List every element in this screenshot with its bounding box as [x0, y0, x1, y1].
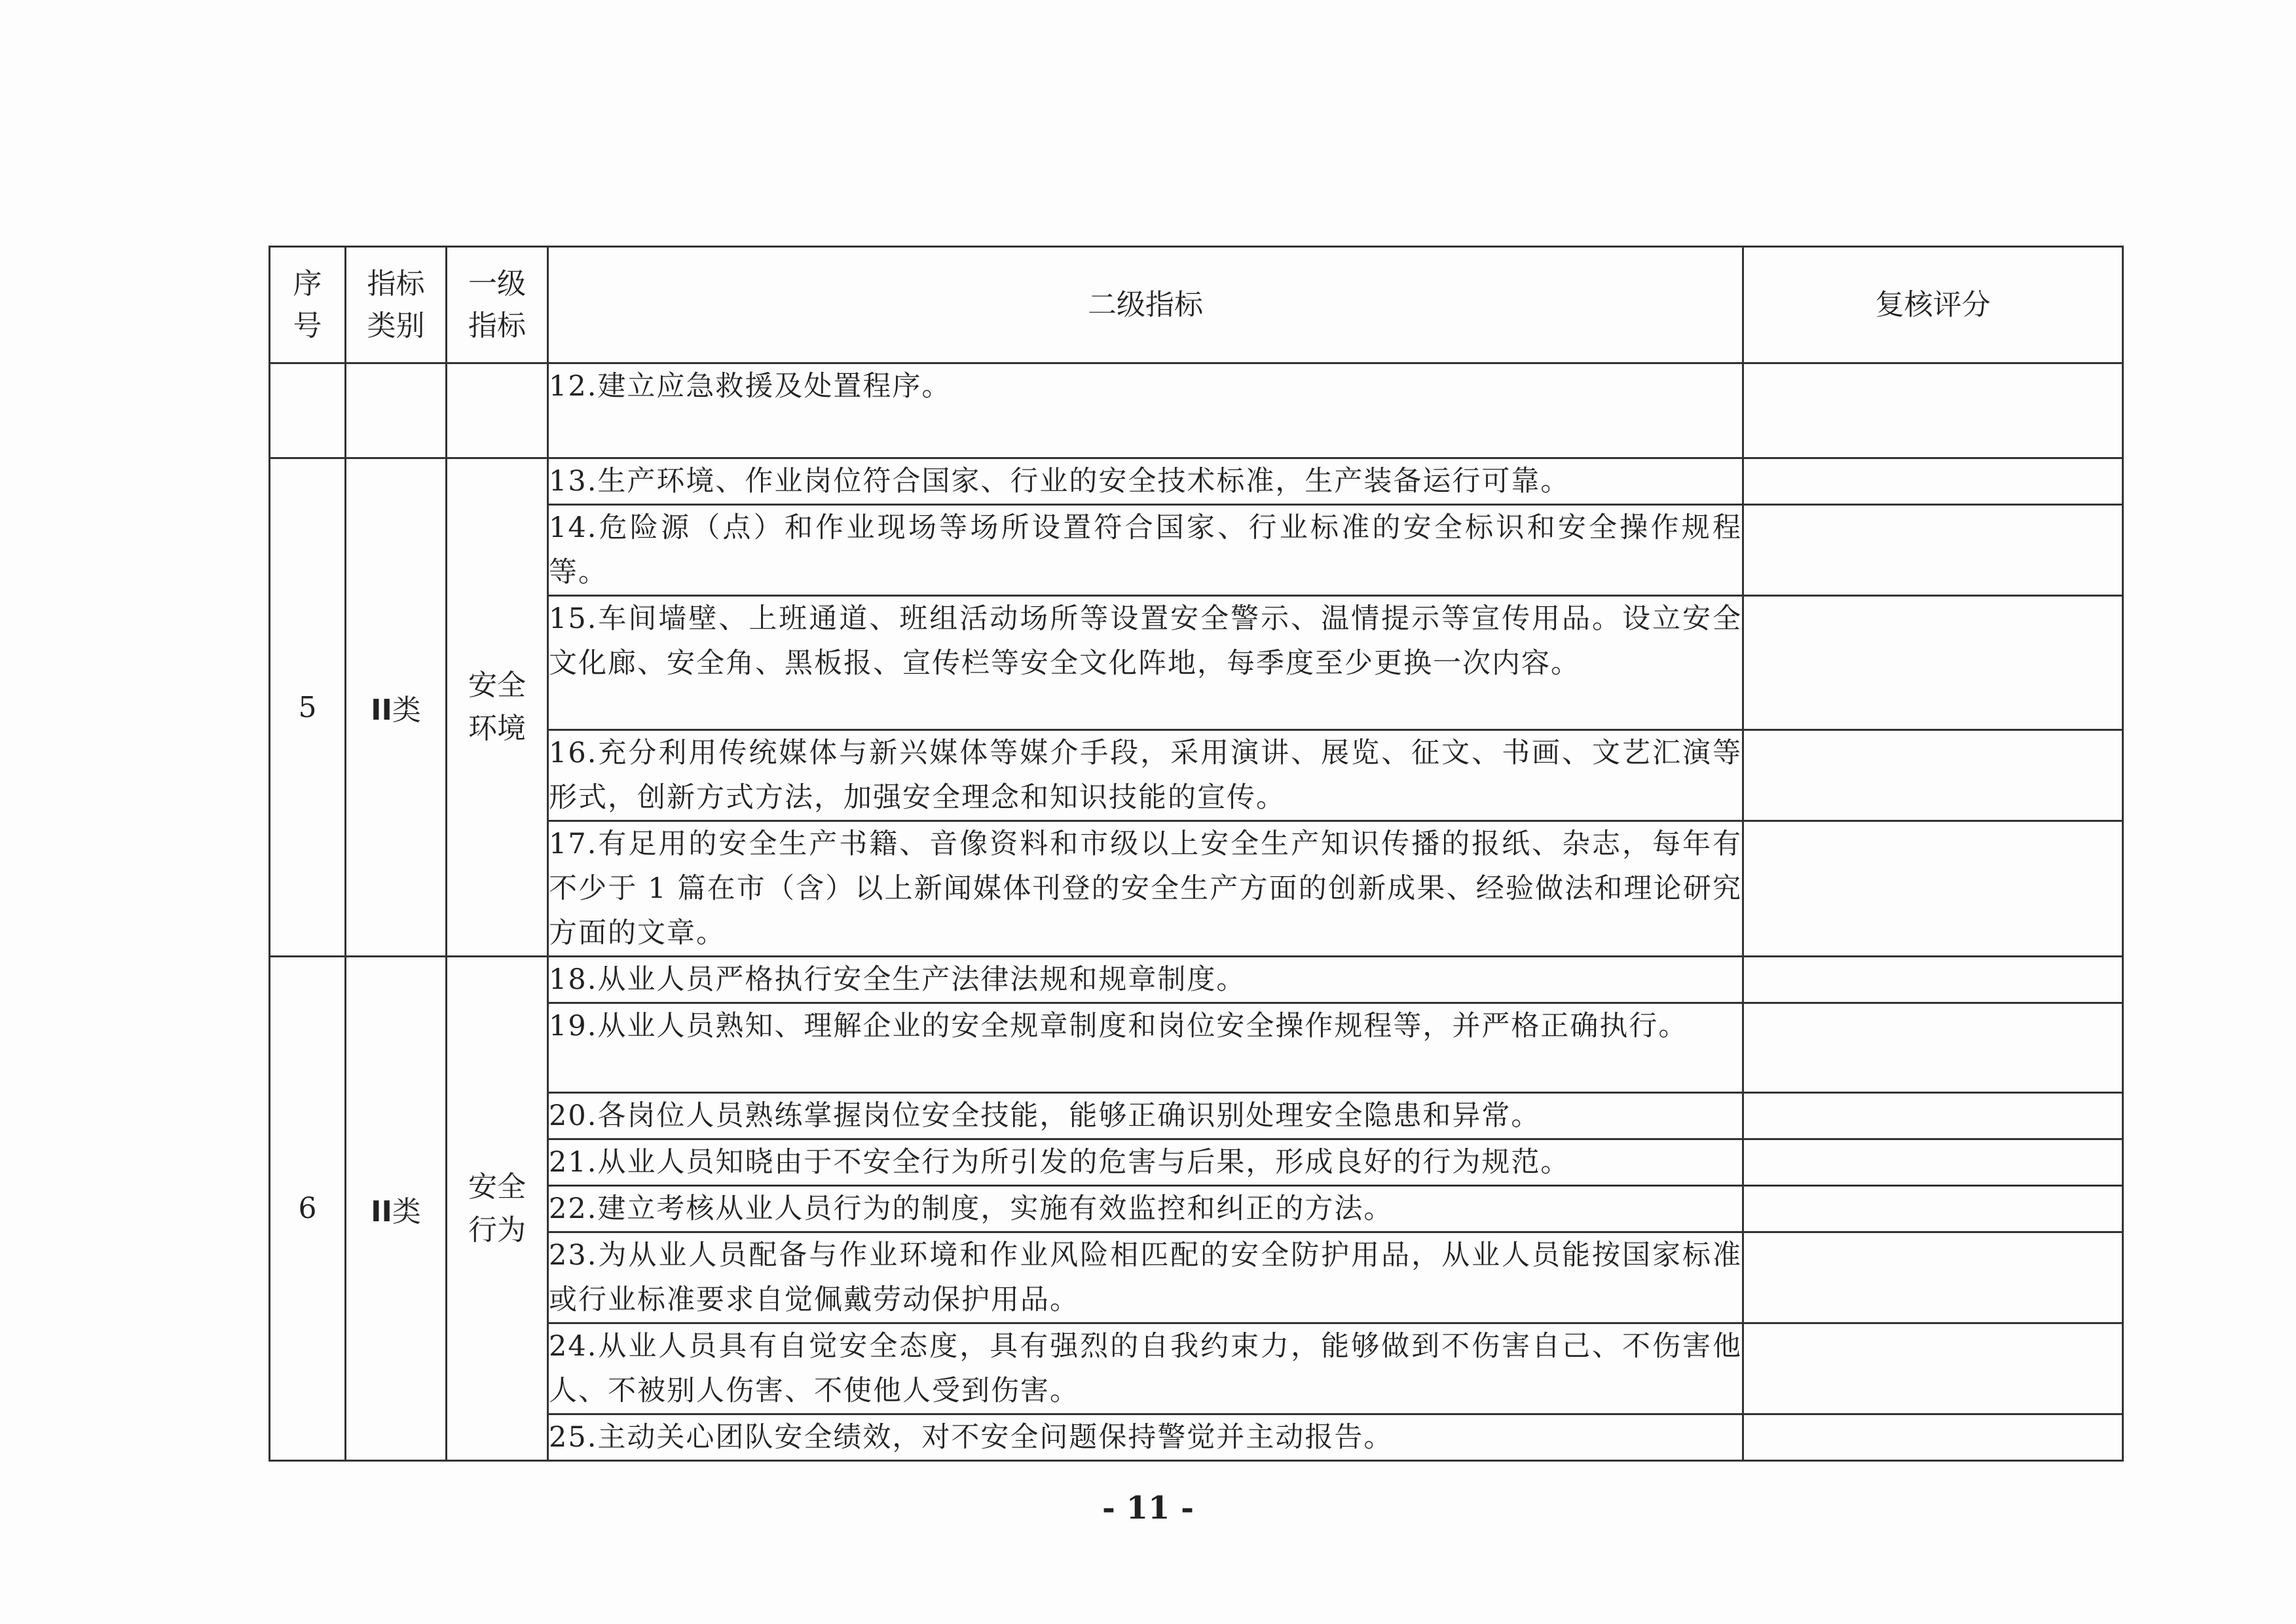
cell-level2: 17.有足用的安全生产书籍、音像资料和市级以上安全生产知识传播的报纸、杂志，每年有不少于 1 篇在市（含）以上新闻媒体刊登的安全生产方面的创新成果、经验做法和理论研究方面的文章。	[548, 821, 1743, 957]
cell-score[interactable]	[1743, 1323, 2123, 1414]
header-type: 指标类别	[346, 247, 447, 363]
cell-seq	[270, 363, 346, 458]
cell-level2: 22.建立考核从业人员行为的制度，实施有效监控和纠正的方法。	[548, 1186, 1743, 1232]
level1-label: 安全行为	[468, 1170, 526, 1247]
cell-level2: 15.车间墙壁、上班通道、班组活动场所等设置安全警示、温情提示等宣传用品。设立安全文化廊、安全角、黑板报、宣传栏等安全文化阵地，每季度至少更换一次内容。	[548, 596, 1743, 730]
table-row	[270, 1232, 2123, 1323]
table-row	[270, 730, 2123, 821]
cell-type	[346, 458, 447, 957]
table-row	[270, 458, 2123, 505]
header-level1: 一级指标	[447, 247, 548, 363]
header-score: 复核评分	[1743, 247, 2123, 363]
header-level2: 二级指标	[548, 247, 1743, 363]
cell-type	[346, 363, 447, 458]
cell-type	[346, 957, 447, 1461]
cell-score[interactable]	[1743, 821, 2123, 957]
cell-score[interactable]	[1743, 1414, 2123, 1461]
cell-score[interactable]	[1743, 1003, 2123, 1093]
page-number: - 11 -	[1102, 1490, 1194, 1526]
cell-level1	[447, 363, 548, 458]
type-suffix: 类	[392, 693, 421, 727]
cell-score[interactable]	[1743, 363, 2123, 458]
cell-score[interactable]	[1743, 458, 2123, 505]
table-row	[270, 1186, 2123, 1232]
cell-score[interactable]	[1743, 505, 2123, 596]
cell-score[interactable]	[1743, 730, 2123, 821]
table-row	[270, 363, 2123, 458]
cell-level2: 23.为从业人员配备与作业环境和作业风险相匹配的安全防护用品，从业人员能按国家标准或行业标准要求自觉佩戴劳动保护用品。	[548, 1232, 1743, 1323]
table-row	[270, 596, 2123, 730]
cell-level2: 13.生产环境、作业岗位符合国家、行业的安全技术标准，生产装备运行可靠。	[548, 458, 1743, 505]
level1-label: 安全环境	[468, 669, 526, 745]
cell-level2: 19.从业人员熟知、理解企业的安全规章制度和岗位安全操作规程等，并严格正确执行。	[548, 1003, 1743, 1093]
cell-level2: 18.从业人员严格执行安全生产法律法规和规章制度。	[548, 957, 1743, 1003]
cell-level2: 21.从业人员知晓由于不安全行为所引发的危害与后果，形成良好的行为规范。	[548, 1139, 1743, 1186]
cell-score[interactable]	[1743, 957, 2123, 1003]
table-row	[270, 1323, 2123, 1414]
cell-score[interactable]	[1743, 1232, 2123, 1323]
table-row	[270, 1414, 2123, 1461]
table-row	[270, 1139, 2123, 1186]
table-row	[270, 821, 2123, 957]
review-score-table	[268, 246, 2124, 1462]
table-row	[270, 1003, 2123, 1093]
cell-level2: 25.主动关心团队安全绩效，对不安全问题保持警觉并主动报告。	[548, 1414, 1743, 1461]
cell-level2: 16.充分利用传统媒体与新兴媒体等媒介手段，采用演讲、展览、征文、书画、文艺汇演等形式，创新方式方法，加强安全理念和知识技能的宣传。	[548, 730, 1743, 821]
cell-score[interactable]	[1743, 1139, 2123, 1186]
table-header-row	[270, 247, 2123, 363]
type-roman: II	[371, 693, 392, 727]
type-roman: II	[371, 1194, 392, 1228]
table-row	[270, 505, 2123, 596]
cell-score[interactable]	[1743, 596, 2123, 730]
cell-level1	[447, 957, 548, 1461]
cell-level2: 14.危险源（点）和作业现场等场所设置符合国家、行业标准的安全标识和安全操作规程等。	[548, 505, 1743, 596]
table-row	[270, 1093, 2123, 1139]
table-row	[270, 957, 2123, 1003]
header-seq: 序号	[270, 247, 346, 363]
cell-score[interactable]	[1743, 1186, 2123, 1232]
type-suffix: 类	[392, 1194, 421, 1228]
cell-level2: 20.各岗位人员熟练掌握岗位安全技能，能够正确识别处理安全隐患和异常。	[548, 1093, 1743, 1139]
cell-level2: 24.从业人员具有自觉安全态度，具有强烈的自我约束力，能够做到不伤害自己、不伤害他人、不被别人伤害、不使他人受到伤害。	[548, 1323, 1743, 1414]
cell-level2: 12.建立应急救援及处置程序。	[548, 363, 1743, 458]
cell-level1	[447, 458, 548, 957]
cell-seq: 6	[270, 957, 346, 1461]
cell-seq: 5	[270, 458, 346, 957]
cell-score[interactable]	[1743, 1093, 2123, 1139]
